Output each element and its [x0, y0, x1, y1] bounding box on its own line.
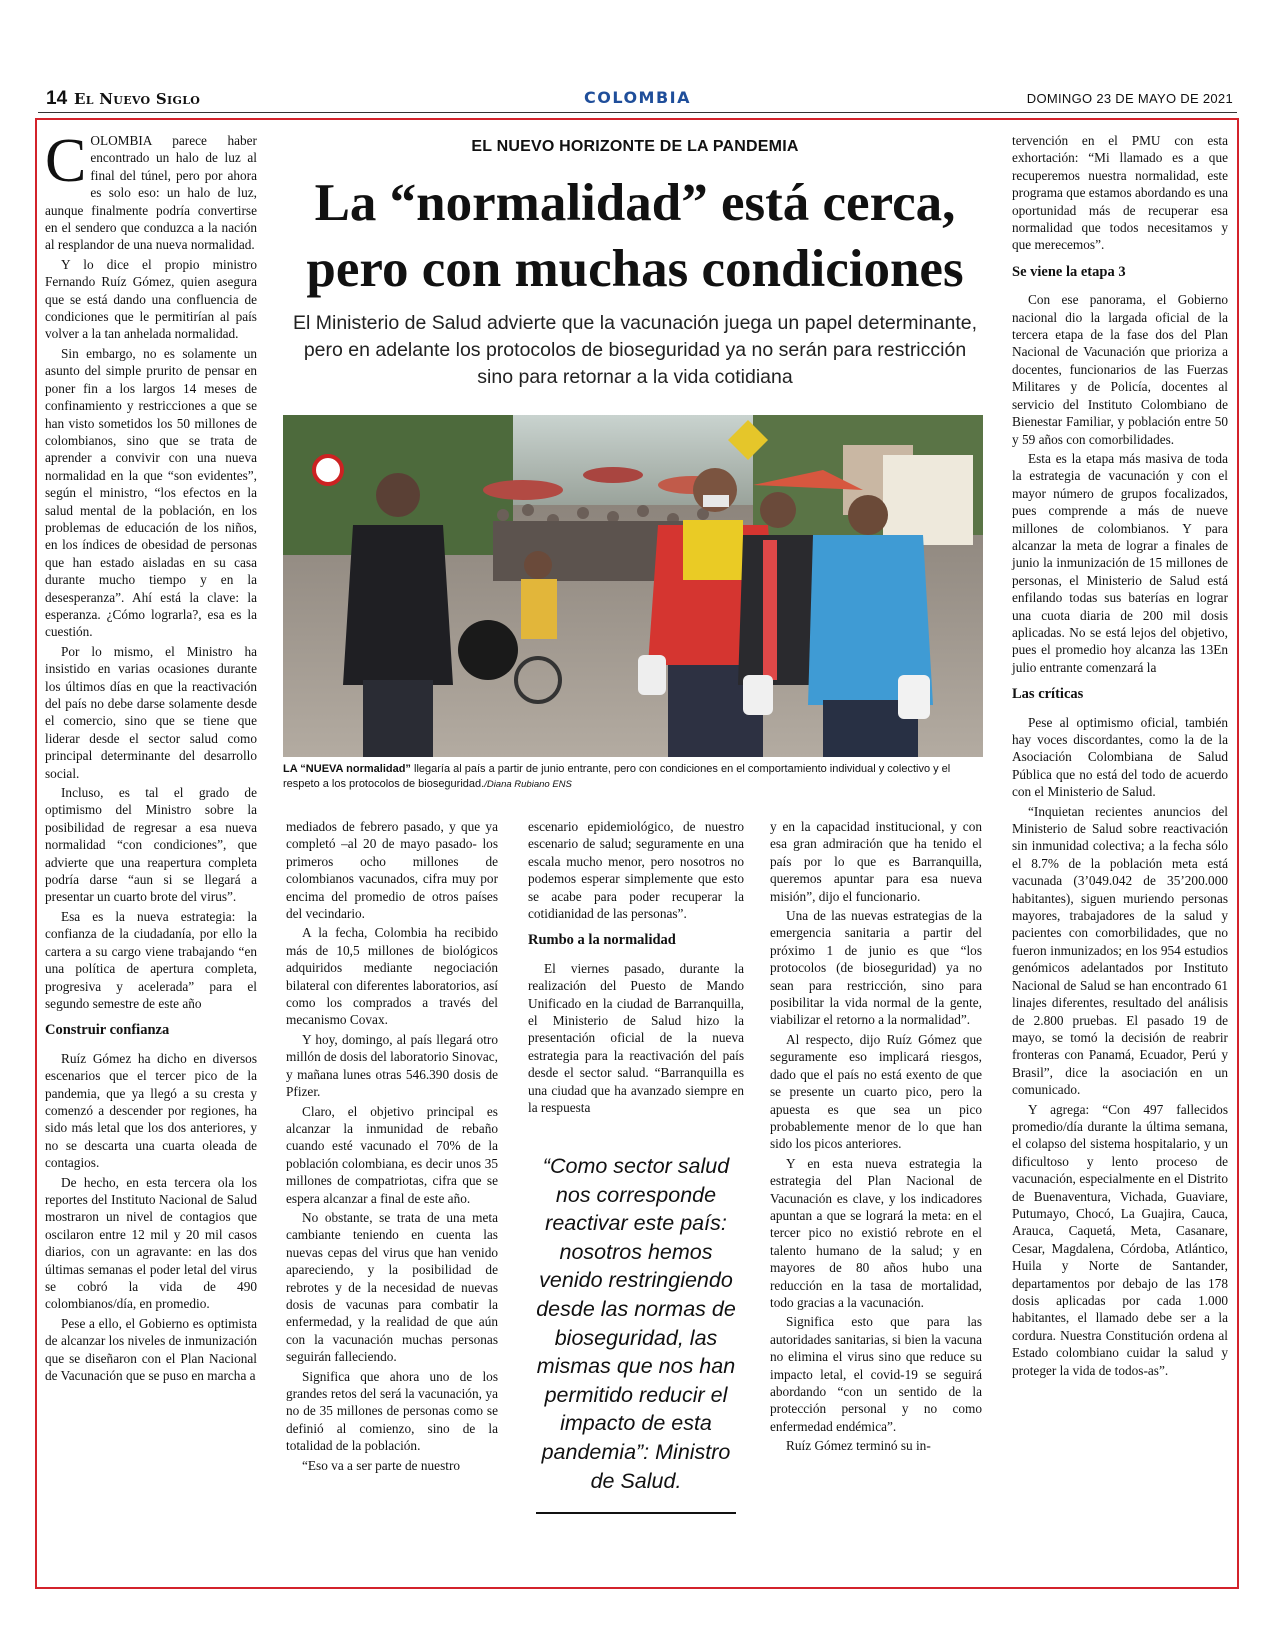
- paragraph: Esta es la etapa más masiva de toda la estrategia de vacunación y con el mayor número de grupos focalizados, pues comprende a más de nueve millones de colombianos. Y para alcanzar la meta de lograr a finales de junio la inmunización de 15 millones de personas, el Ministerio de Salud está enfilando todas sus baterías en lograr una cuota diaria de 200 mil dosis aplicadas. No se está lejos del objetivo, pues el promedio hoy alcanza las 13En julio entrante comenzará la: [1012, 450, 1228, 675]
- paragraph: y en la capacidad institucional, y con esa gran admiración que ha tenido el país por lo que es Barranquilla, queremos apuntar para esa nueva misión”, dijo el funcionario.: [770, 819, 982, 904]
- article-column-4: [770, 818, 982, 1457]
- subheading: Las críticas: [1012, 686, 1084, 703]
- article-column-2: [286, 818, 498, 1476]
- newspaper-name: El Nuevo Siglo: [74, 90, 201, 108]
- caption-text: llegaría al país a partir de junio entrante, pero con condiciones en el comportamiento individual y colectivo y el respeto a los protocolos de bioseguridad.: [283, 763, 951, 790]
- paragraph: De hecho, en esta tercera ola los reportes del Instituto Nacional de Salud mostraron un nivel de contagios que oscilaron entre 12 mil y 20 mil casos diarios, con un agravante: en las dos últimas semanas el poder letal del virus se cobró la vida de 490 colombianos/día, en promedio.: [45, 1174, 257, 1312]
- article-column-1: [45, 127, 257, 1386]
- section-title: COLOMBIA: [583, 88, 692, 107]
- subheading: Construir confianza: [45, 1022, 170, 1039]
- paragraph: Por lo mismo, el Ministro ha insistido en varias ocasiones durante los últimos días en que la reactivación del país no debe darse solamente desde el comercio, sino que se tiene que liderar desde el sector salud como principal determinante del desarrollo social.: [45, 643, 257, 781]
- caption-lead: LA “NUEVA normalidad”: [283, 763, 411, 775]
- pull-quote-rule: [536, 1512, 736, 1514]
- paragraph: Significa que ahora uno de los grandes retos del será la vacunación, ya no de 35 millones de personas como se definió al comienzo, sino de la totalidad de la población.: [286, 1368, 498, 1454]
- paragraph: No obstante, se trata de una meta cambiante teniendo en cuenta las nuevas cepas del virus que han venido apareciendo, y la posibilidad de rebrotes y de la necesidad de nuevas dosis de vacunas para combatir la enfermedad, y la realidad de que aún con la vacunación muchas personas seguirán falleciendo.: [286, 1209, 498, 1365]
- paragraph: Ruíz Gómez terminó su in-: [786, 1438, 931, 1454]
- pull-quote: “Como sector salud nos corresponde reactivar este país: nosotros hemos venido restringiendo desde las normas de bioseguridad, las mismas que nos han permitido reducir el impacto de esta pandemia”: Ministro de Salud.: [536, 1154, 736, 1493]
- photo-credit: /Diana Rubiano ENS: [484, 779, 572, 790]
- paragraph: “Inquietan recientes anuncios del Ministerio de Salud sobre reactivación sin inmunidad colectiva; a la fecha sólo el 8.7% de la población meta está vacunada (3’049.042 de 35’200.000 habitantes), siguen muriendo personas mayores, trabajadores de la salud y pacientes con comorbilidades, que no fueron inmunizados; en los 954 estudios genómicos adelantados por Instituto Nacional de Salud se han encontrado 61 linajes diferentes, resultado del análisis de 2.800 pruebas. El pasado 19 de mayo, se tomó la decisión de reabrir fronteras con Panamá, Ecuador, Perú y Brasil”, dice la asociación en un comunicado.: [1012, 803, 1228, 1098]
- paragraph: Pese a ello, el Gobierno es optimista de alcanzar los niveles de inmunización que se diseñaron con el Plan Nacional de Vacunación que se puso en marcha a: [45, 1315, 257, 1384]
- paragraph: escenario epidemiológico, de nuestro escenario de salud; seguramente en una escala mucho menor, pero nosotros no podemos esperar simplemente que esto se acabe para poder recuperar la cotidianidad de las personas”.: [528, 819, 744, 922]
- article-deck: El Ministerio de Salud advierte que la vacunación juega un papel determinante, pero en adelante los protocolos de bioseguridad ya no serán para restricción sino para retornar a la vida cotidiana: [292, 312, 978, 388]
- subheading: Rumbo a la normalidad: [528, 932, 676, 949]
- paragraph: Y hoy, domingo, al país llegará otro millón de dosis del laboratorio Sinovac, y mañana lunes otras 546.390 dosis de Pfizer.: [286, 1031, 498, 1100]
- paragraph: Ruíz Gómez ha dicho en diversos escenarios que el tercer pico de la pandemia, que ya llegó a su cresta y comenzó a descender por regiones, ha sido más letal que los dos anteriores, y no se descarta una cuarta oleada de contagios.: [45, 1050, 257, 1171]
- paragraph: El viernes pasado, durante la realización del Puesto de Mando Unificado en la ciudad de Barranquilla, el Ministerio de Salud hizo la presentación oficial de la nueva estrategia para la reactivación del país desde el sector salud. “Barranquilla es una ciudad que ha avanzado siempre en la respuesta: [528, 960, 744, 1116]
- subheading: Se viene la etapa 3: [1012, 263, 1126, 280]
- paragraph: mediados de febrero pasado, y que ya completó –al 20 de mayo pasado- los primeros ocho millones de colombianos vacunados, cifra muy por encima del promedio de otros países del vecindario.: [286, 819, 498, 922]
- article-headline: La “normalidad” está cerca, pero con muchas condiciones: [306, 174, 964, 298]
- article-column-5: [1012, 132, 1228, 1381]
- paragraph: Y agrega: “Con 497 fallecidos promedio/día durante la última semana, el colapso del sistema hospitalario, y un dificultoso y lento proceso de vacunación, especialmente en el Distrito de Buenaventura, Vichada, Guaviare, Putumayo, Chocó, La Guajira, Cauca, Arauca, Caquetá, Meta, Casanare, Cesar, Magdalena, Córdoba, Atlántico, Huila y Norte de Santander, departamentos por debajo de las 178 dosis aplicadas por cada 1.000 habitantes, el llamado debe ser a la cordura. Nuestra Constitución ordena al Estado colombiano cuidar la salud y proteger la vida de todos-as”.: [1012, 1101, 1228, 1378]
- issue-date: DOMINGO 23 DE MAYO DE 2021: [1026, 91, 1233, 106]
- paragraph: Y en esta nueva estrategia la estrategia del Plan Nacional de Vacunación es clave, y los indicadores apuntan a que se logrará la meta: en el tercer pico no existió rebrote en el talento humano de la salud; y en mayores de 80 años hubo una reducción en la tasa de mortalidad, todo gracias a la vacunación.: [770, 1155, 982, 1310]
- paragraph: Y lo dice el propio ministro Fernando Ruíz Gómez, quien asegura que se está dando una confluencia de condiciones que le permitirían al país volver a la tan anhelada normalidad.: [45, 256, 257, 342]
- paragraph: “Eso va a ser parte de nuestro: [302, 1457, 461, 1473]
- paragraph: Significa esto que para las autoridades sanitarias, si bien la vacuna no elimina el virus sino que reduce su impacto letal, el covid-19 se seguirá abordando “con un sentido de la protección personal y no como enfermedad endémica”.: [770, 1314, 982, 1434]
- paragraph: Pese al optimismo oficial, también hay voces discordantes, como la de la Asociación Colombiana de Salud Pública que no está del todo de acuerdo con el Ministerio de Salud.: [1012, 714, 1228, 800]
- paragraph: A la fecha, Colombia ha recibido más de 10,5 millones de biológicos adquiridos mediante negociación bilateral con diferentes laboratorios, así como los comprados a través del mecanismo Covax.: [286, 925, 498, 1028]
- paragraph: Al respecto, dijo Ruíz Gómez que seguramente eso implicará riesgos, dado que el país no está exento de que se presente un cuarto pico, pero la apuesta es que sea un pico probablemente menor de lo que han sido los picos anteriores.: [770, 1031, 982, 1152]
- paragraph: Con ese panorama, el Gobierno nacional dio la largada oficial de la tercera etapa de la fase dos del Plan Nacional de Vacunación que prioriza a docentes, funcionarios de las Fuerzas Militares y de Policía, docentes al servicio del Instituto Colombiano de Bienestar Familiar, y población entre 50 y 59 años con comorbilidades.: [1012, 292, 1228, 447]
- article-kicker: EL NUEVO HORIZONTE DE LA PANDEMIA: [471, 138, 799, 155]
- paragraph: COLOMBIA parece haber encontrado un halo de luz al final del túnel, pero por ahora es solo eso: un halo de luz, aunque finalmente podría convertirse en el sendero que conduzca a la nación al resplandor de una nueva normalidad.: [45, 127, 257, 253]
- paragraph: Esa es la nueva estrategia: la confianza de la ciudadanía, por ello la cartera a su cargo viene trabajando “en una política de apertura completa, progresiva y acelerada” para el segundo semestre de este año: [45, 908, 257, 1011]
- paragraph: Claro, el objetivo principal es alcanzar la inmunidad de rebaño cuando esté vacunado el 70% de la población colombiana, es decir unos 35 millones de compatriotas, cifra que se espera alcanzar a final de este año.: [286, 1103, 498, 1206]
- paragraph: Sin embargo, no es solamente un asunto del simple prurito de pensar en poner fin a los largos 14 meses de confinamiento y restricciones a que se han visto sometidos los 50 millones de colombianos, sino que se trata de aprender a convivir con una nueva normalidad en la que “son evidentes”, según el ministro, “los efectos en la salud mental de la población, en los problemas de educación de los niños, en los índices de obesidad de personas que han estado aisladas en su casa durante mucho tiempo y en la desesperanza”. Ahí está la clave: la esperanza. ¿Cómo lograrla?, esa es la cuestión.: [45, 345, 257, 640]
- street-crowd-photo: [283, 415, 983, 757]
- page-header: [38, 88, 1237, 113]
- drop-cap: C: [45, 127, 87, 195]
- paragraph: tervención en el PMU con esta exhortación: “Mi llamado es a que recuperemos nuestra normalidad, este programa que estamos abordando es una oportunidad más de recuperar esa normalidad que todos necesitamos y que merecemos”.: [1012, 133, 1229, 253]
- photo-caption: [283, 762, 983, 792]
- photo-illustration: [283, 415, 983, 757]
- page-number: 14: [46, 88, 68, 109]
- article-column-3: [528, 818, 744, 1119]
- paragraph: Incluso, es tal el grado de optimismo del Ministro sobre la posibilidad de regresar a esa nueva normalidad “con condiciones”, que advierte que una reapertura completa podría darse “aun si se llegará a presentar un cuarto brote del virus”.: [45, 785, 257, 905]
- paragraph: Una de las nuevas estrategias de la emergencia sanitaria a partir del próximo 1 de junio es que “los protocolos (de bioseguridad) ya no sean para restricción, sino para posibilitar la vida normal de la gente, viabilizar el retorno a la normalidad”.: [770, 908, 982, 1028]
